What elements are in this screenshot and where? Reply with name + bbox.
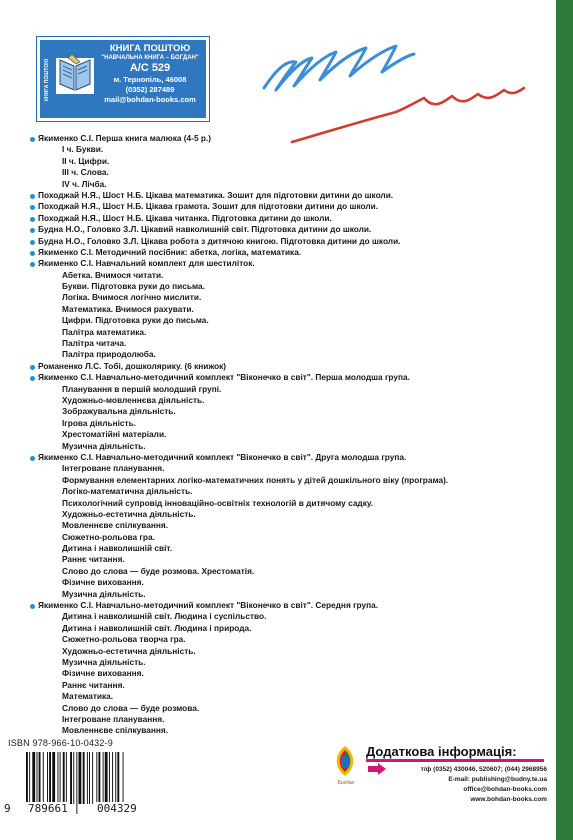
barcode-bar — [112, 752, 113, 804]
list-item-text: Математика. Вчимося рахувати. — [62, 303, 194, 314]
list-item-text: Палітра читача. — [62, 338, 127, 349]
list-item — [30, 372, 550, 383]
list-item-text: Дитина і навколишній світ. Людина і суспільство. — [62, 611, 267, 622]
barcode-bar — [47, 752, 48, 804]
bullet-icon — [30, 262, 35, 267]
bullet-icon — [30, 604, 35, 609]
list-item-text: Будна Н.О., Головко З.Л. Цікава робота з дитячою книгою. Підготовка дитини до школи. — [38, 235, 401, 246]
barcode-bar — [32, 752, 35, 804]
list-item-text: Слово до слова — буде розмова. — [62, 702, 200, 713]
list-item-text: Якименко С.І. Методичний посібник: абетка, логіка, математика. — [38, 246, 302, 257]
mail-order-email: mail@bohdan-books.com — [104, 95, 196, 104]
open-book-icon — [54, 54, 96, 98]
barcode-bar — [76, 752, 77, 814]
list-item-text: Музична діяльність. — [62, 440, 146, 451]
contact-office-email[interactable]: office@bohdan-books.com — [463, 786, 547, 793]
list-item-text: Букви. Підготовка руки до письма. — [62, 281, 205, 292]
contact-phone: т/ф (0352) 430046, 520607; (044) 2968956 — [420, 766, 547, 773]
barcode-bar — [63, 752, 65, 804]
bullet-icon — [30, 217, 35, 222]
list-item-text: Мовленнєве спілкування. — [62, 725, 169, 736]
list-item-text: Сюжетно-рольова творча гра. — [62, 634, 186, 645]
mail-order-phone: (0352) 287489 — [125, 85, 175, 94]
list-subitem — [30, 532, 550, 543]
list-subitem — [30, 725, 550, 736]
list-subitem — [30, 657, 550, 668]
barcode-bar — [115, 752, 116, 804]
list-item-text: Палітра математика. — [62, 326, 147, 337]
barcode-bar — [98, 752, 100, 804]
list-item-text: Якименко С.І. Навчальний комплект для шестиліток. — [38, 258, 255, 269]
barcode-bar — [87, 752, 88, 804]
list-item — [30, 452, 550, 463]
list-subitem — [30, 315, 550, 326]
list-item-text: Фізичне виховання. — [62, 668, 144, 679]
list-subitem — [30, 646, 550, 657]
list-item-text: Музична діяльність. — [62, 588, 146, 599]
list-subitem — [30, 691, 550, 702]
list-item-text: IV ч. Лічба. — [62, 178, 107, 189]
list-item-text: Цифри. Підготовка руки до письма. — [62, 315, 209, 326]
barcode-bar — [73, 752, 74, 804]
barcode-digit-prefix: 9 — [4, 802, 11, 815]
list-item — [30, 224, 550, 235]
bullet-icon — [30, 365, 35, 370]
barcode-bar — [89, 752, 90, 804]
list-item-text: Палітра природолюба. — [62, 349, 156, 360]
barcode-digits-left: 789661 — [28, 802, 68, 815]
barcode-digits-right: 004329 — [97, 802, 137, 815]
list-subitem — [30, 406, 550, 417]
list-item-text: Будна Н.О., Головко З.Л. Цікавий навколишній світ. Підготовка дитини до школи. — [38, 224, 372, 235]
list-subitem — [30, 304, 550, 315]
list-item-text: Музична діяльність. — [62, 656, 146, 667]
contact-email[interactable]: E-mail: publishing@budny.te.ua — [448, 776, 547, 783]
list-item-text: Походжай Н.Я., Шост Н.Б. Цікава читанка. Підготовка дитини до школи. — [38, 212, 332, 223]
list-item-text: Фізичне виховання. — [62, 577, 144, 588]
mail-order-box-number: А/С 529 — [129, 62, 171, 74]
list-item-text: Логіко-математична діяльність. — [62, 486, 193, 497]
list-item — [30, 213, 550, 224]
barcode-bar — [60, 752, 61, 804]
list-item-text: Походжай Н.Я., Шост Н.Б. Цікава математика. Зошит для підготовки дитини до школи. — [38, 189, 394, 200]
list-subitem — [30, 543, 550, 554]
list-subitem — [30, 179, 550, 190]
list-subitem — [30, 292, 550, 303]
bullet-icon — [30, 205, 35, 210]
list-subitem — [30, 714, 550, 725]
barcode-bar — [52, 752, 55, 804]
barcode-bar — [83, 752, 85, 804]
list-item — [30, 247, 550, 258]
contact-website[interactable]: www.bohdan-books.com — [470, 796, 547, 803]
publisher-logo — [330, 744, 360, 780]
bullet-icon — [30, 240, 35, 245]
barcode-bar — [109, 752, 110, 804]
barcode-bar — [92, 752, 93, 804]
list-subitem — [30, 554, 550, 565]
green-edge-strip — [556, 0, 573, 840]
list-item-text: Походжай Н.Я., Шост Н.Б. Цікава грамота. Зошит для підготовки дитини до школи. — [38, 201, 379, 212]
list-item-text: І ч. Букви. — [62, 144, 104, 155]
list-item-text: ІІІ ч. Слова. — [62, 167, 109, 178]
list-subitem — [30, 167, 550, 178]
list-item-text: Сюжетно-рольова гра. — [62, 531, 155, 542]
list-item-text: Зображувальна діяльність. — [62, 406, 176, 417]
list-item-text: Раннє читання. — [62, 679, 125, 690]
bullet-icon — [30, 194, 35, 199]
list-item — [30, 201, 550, 212]
list-item-text: Дитина і навколишній світ. — [62, 543, 173, 554]
list-subitem — [30, 634, 550, 645]
list-subitem — [30, 327, 550, 338]
list-item-text: Якименко С.І. Навчально-методичний комплект "Віконечко в світ". Друга молодша група. — [38, 451, 407, 462]
list-item-text: Інтегроване планування. — [62, 463, 165, 474]
list-subitem — [30, 668, 550, 679]
list-item-text: Романенко Л.С. Тобі, дошколярику. (6 книжок) — [38, 360, 227, 371]
mail-order-panel — [40, 40, 206, 118]
bullet-icon — [30, 228, 35, 233]
list-subitem — [30, 486, 550, 497]
list-subitem — [30, 703, 550, 714]
bullet-icon — [30, 376, 35, 381]
list-subitem — [30, 418, 550, 429]
list-item-text: Логіка. Вчимося логічно мислити. — [62, 292, 202, 303]
list-subitem — [30, 611, 550, 622]
barcode-bar — [58, 752, 59, 804]
barcode-bar — [43, 752, 44, 804]
list-subitem — [30, 349, 550, 360]
list-subitem — [30, 144, 550, 155]
barcode-bar — [49, 752, 51, 804]
list-item — [30, 600, 550, 611]
mail-order-title: КНИГА ПОШТОЮ — [109, 43, 191, 54]
list-subitem — [30, 589, 550, 600]
list-item — [30, 258, 550, 269]
list-item-text: Інтегроване планування. — [62, 713, 165, 724]
list-subitem — [30, 509, 550, 520]
bullet-icon — [30, 137, 35, 142]
barcode-bar — [37, 752, 38, 804]
list-subitem — [30, 520, 550, 531]
mail-order-side-text: КНИГА ПОШТОЮ — [44, 58, 50, 102]
list-item-text: Дитина і навколишній світ. Людина і природа. — [62, 622, 252, 633]
list-subitem — [30, 395, 550, 406]
barcode-bar — [39, 752, 41, 804]
list-item-text: Хрестоматійні матеріали. — [62, 429, 167, 440]
contact-heading: Додаткова інформація: — [366, 744, 517, 759]
list-item-text: Художньо-естетична діяльність. — [62, 508, 196, 519]
list-item-text: Художньо-мовленнєва діяльність. — [62, 394, 205, 405]
list-item-text: Якименко С.І. Навчально-методичний комплект "Віконечко в світ". Середня група. — [38, 600, 379, 611]
list-item-text: Формування елементарних логіко-математичних понять у дітей дошкільного віку (програма). — [62, 474, 449, 485]
list-subitem — [30, 566, 550, 577]
bullet-icon — [30, 251, 35, 256]
list-subitem — [30, 577, 550, 588]
list-item-text: Мовленнєве спілкування. — [62, 520, 169, 531]
barcode-bar — [70, 752, 72, 804]
list-subitem — [30, 384, 550, 395]
list-item-text: Якименко С.І. Навчально-методичний комплект "Віконечко в світ". Перша молодша група. — [38, 372, 410, 383]
list-item-text: Ігрова діяльність. — [62, 417, 136, 428]
list-subitem — [30, 498, 550, 509]
list-item-text: ІІ ч. Цифри. — [62, 155, 110, 166]
list-subitem — [30, 623, 550, 634]
bullet-icon — [30, 456, 35, 461]
contact-accent-bar — [366, 759, 544, 762]
mail-order-city: м. Тернопіль, 46008 — [113, 75, 187, 84]
list-item-text: Планування в першій молодший групі. — [62, 383, 222, 394]
barcode-bar — [105, 752, 108, 804]
barcode-bar — [66, 752, 67, 804]
list-subitem — [30, 270, 550, 281]
list-item — [30, 190, 550, 201]
barcode-bar — [79, 752, 82, 804]
list-subitem — [30, 475, 550, 486]
list-subitem — [30, 429, 550, 440]
list-item — [30, 361, 550, 372]
barcode-bar — [103, 752, 104, 804]
list-item-text: Абетка. Вчимося читати. — [62, 269, 164, 280]
list-subitem — [30, 680, 550, 691]
list-item-text: Математика. — [62, 691, 114, 702]
list-subitem — [30, 338, 550, 349]
list-item — [30, 236, 550, 247]
list-subitem — [30, 463, 550, 474]
list-item — [30, 133, 550, 144]
list-item-text: Художньо-естетична діяльність. — [62, 645, 196, 656]
mail-order-subtitle: "НАВЧАЛЬНА КНИГА – БОГДАН" — [101, 55, 199, 61]
list-item-text: Психологічний супровід інноваційно-освітніх технологій в дитячому садку. — [62, 497, 374, 508]
arrow-icon — [368, 763, 386, 775]
list-item-text: Слово до слова — буде розмова. Хрестоматія. — [62, 565, 255, 576]
list-item-text: Якименко С.І. Перша книга малюка (4-5 р.) — [38, 133, 211, 143]
barcode-bar — [96, 752, 97, 804]
isbn: ISBN 978-966-10-0432-9 — [8, 738, 113, 748]
mail-order-box — [36, 36, 210, 122]
book-list — [30, 133, 550, 737]
publisher-logo-text: Богдан — [337, 780, 355, 786]
list-subitem — [30, 441, 550, 452]
list-item-text: Раннє читання. — [62, 554, 125, 565]
list-subitem — [30, 281, 550, 292]
list-subitem — [30, 156, 550, 167]
